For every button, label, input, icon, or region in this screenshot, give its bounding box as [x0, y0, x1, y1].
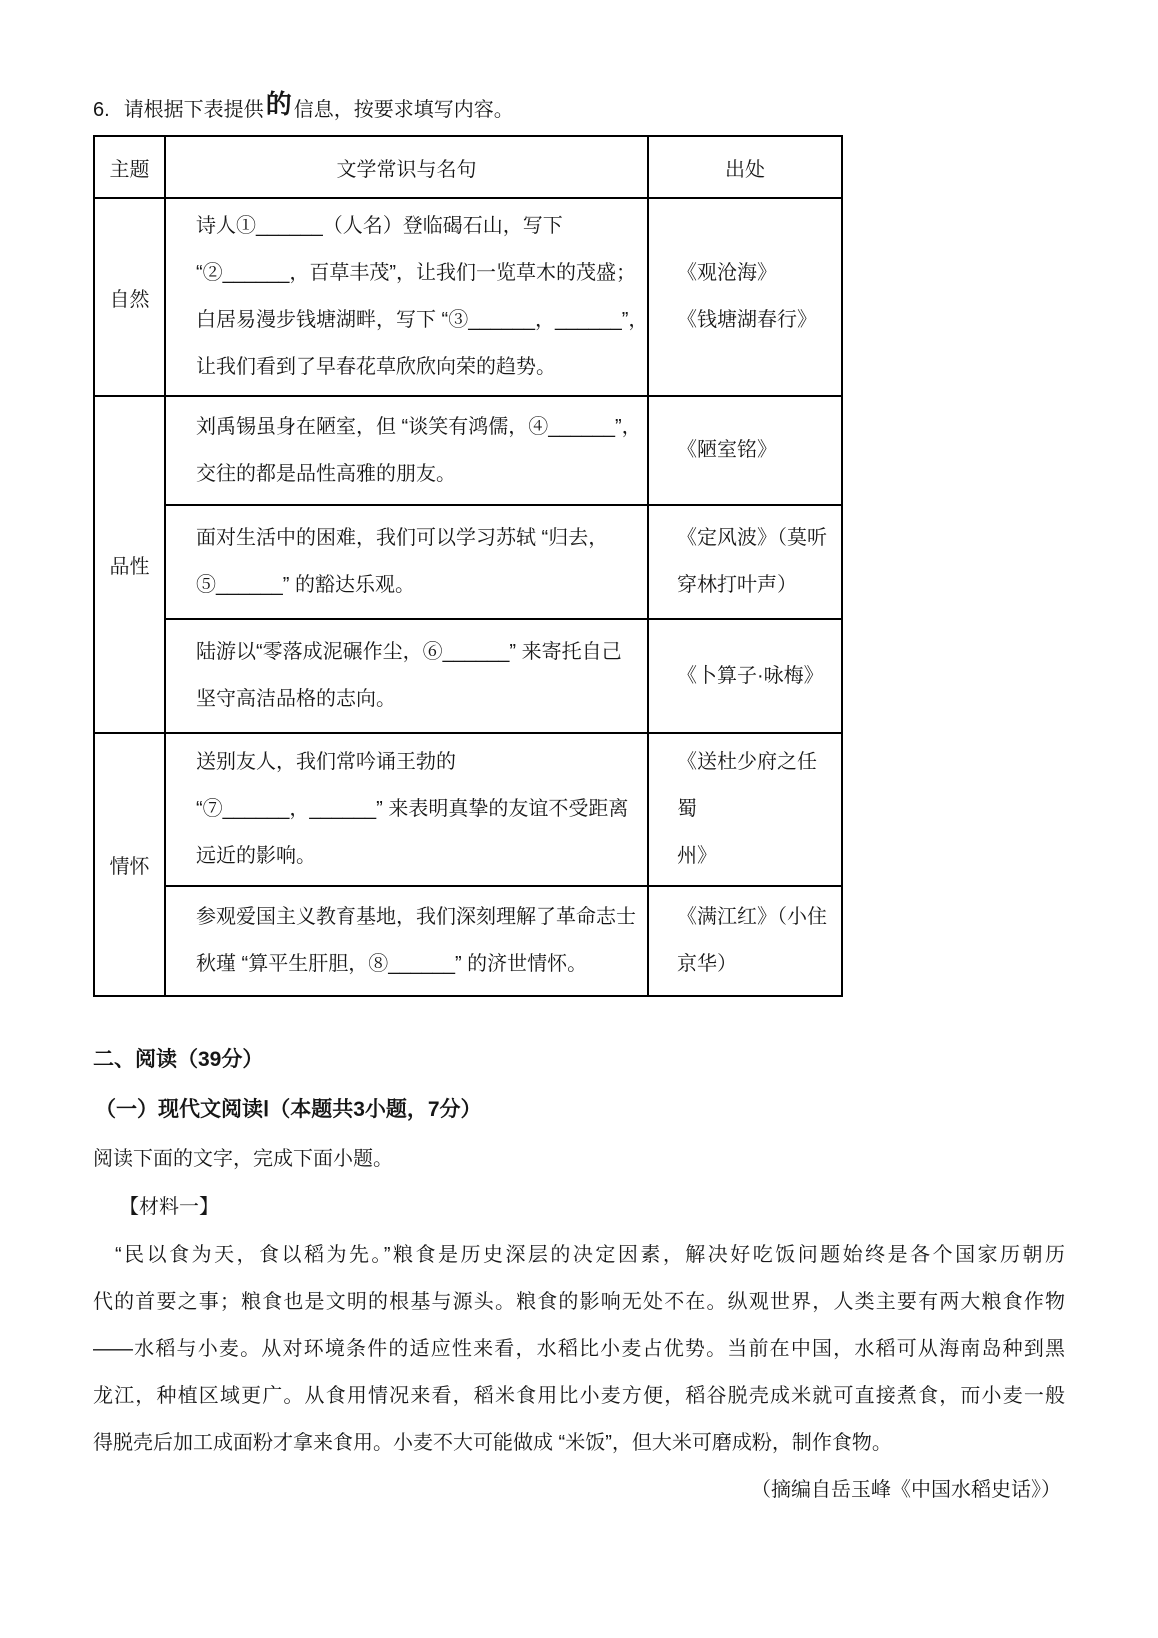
- section-reading-heading: 二、阅读（39分）: [93, 1048, 264, 1071]
- table-row: [94, 198, 842, 396]
- content-line: 面对生活中的困难，我们可以学习苏轼 “归去，: [196, 527, 609, 549]
- source-line: 《钱塘湖春行》: [677, 309, 817, 331]
- source-line: 《观沧海》: [677, 262, 777, 284]
- table-row: [94, 886, 842, 996]
- content-line: 坚守高洁品格的志向。: [196, 688, 396, 710]
- header-theme: 主题: [94, 136, 165, 198]
- content-cell: [165, 198, 648, 396]
- source-cell: [648, 619, 842, 733]
- literature-table: [93, 135, 843, 997]
- content-line: 让我们看到了早春花草欣欣向荣的趋势。: [196, 356, 556, 378]
- header-knowledge: 文学常识与名句: [165, 136, 648, 198]
- source-cell: [648, 733, 842, 886]
- source-line: 《定风波》（莫听: [677, 527, 827, 549]
- reading-passage: [93, 1232, 1065, 1514]
- passage-line: 得脱壳后加工成面粉才拿来食用。小麦不大可能做成 “米饭”，但大米可磨成粉，制作食物。: [93, 1432, 892, 1454]
- content-line: ⑤______” 的豁达乐观。: [196, 574, 415, 596]
- source-line: 《满江红》（小住: [677, 906, 827, 928]
- content-line: 秋瑾 “算平生肝胆，⑧______” 的济世情怀。: [196, 953, 588, 975]
- header-source: 出处: [648, 136, 842, 198]
- table-row: [94, 505, 842, 619]
- content-cell: [165, 886, 648, 996]
- theme-cell: 自然: [94, 198, 165, 396]
- source-cell: [648, 886, 842, 996]
- source-line: 《卜算子·咏梅》: [677, 664, 824, 687]
- content-cell: [165, 733, 648, 886]
- question-number: 6.: [93, 99, 110, 121]
- material-one-label: 【材料一】: [119, 1196, 219, 1218]
- table-row: [94, 733, 842, 886]
- source-line: 《陋室铭》: [677, 439, 777, 461]
- source-cell: [648, 198, 842, 396]
- theme-cell: 品性: [94, 396, 165, 733]
- table-row: [94, 619, 842, 733]
- content-line: 刘禹锡虽身在陋室，但 “谈笑有鸿儒，④______”，: [196, 415, 642, 438]
- question-line: [93, 89, 1073, 125]
- section-sub-heading: （一）现代文阅读Ⅰ（本题共3小题，7分）: [95, 1098, 482, 1121]
- content-line: 交往的都是品性高雅的朋友。: [196, 462, 456, 485]
- content-line: 远近的影响。: [196, 845, 316, 867]
- source-line: 州》: [677, 845, 717, 867]
- question-intro-emphasis: 的: [265, 89, 292, 119]
- source-cell: [648, 505, 842, 619]
- content-cell: [165, 396, 648, 505]
- content-line: “②______，百草丰茂”，让我们一览草木的茂盛；: [196, 262, 637, 284]
- question-intro-pre: 请根据下表提供: [123, 99, 264, 121]
- reading-instruction: 阅读下面的文字，完成下面小题。: [93, 1148, 393, 1170]
- content-line: 诗人①______（人名）登临碣石山，写下: [196, 215, 563, 237]
- passage-line: “民以食为天，食以稻为先。”粮食是历史深层的决定因素，解决好吃饭问题始终是各个国家历朝历: [115, 1244, 1065, 1266]
- passage-lines: [93, 1232, 1065, 1467]
- passage-line: 龙江，种植区域更广。从食用情况来看，稻米食用比小麦方便，稻谷脱壳成米就可直接煮食，而小麦一般: [93, 1385, 1065, 1407]
- literature-table-header: [94, 136, 842, 198]
- content-line: “⑦______，______” 来表明真挚的友谊不受距离: [196, 798, 629, 820]
- header-row: [94, 136, 842, 198]
- source-line: 京华）: [677, 953, 737, 975]
- passage-attribution: （摘编自岳玉峰《中国水稻史话》）: [751, 1479, 1061, 1501]
- passage-line: ——水稻与小麦。从对环境条件的适应性来看，水稻比小麦占优势。当前在中国，水稻可从海南岛种到黑: [93, 1338, 1065, 1360]
- content-cell: [165, 619, 648, 733]
- question-intro-post: 信息，按要求填写内容。: [293, 99, 514, 121]
- content-line: 参观爱国主义教育基地，我们深刻理解了革命志士: [196, 906, 636, 928]
- source-cell: [648, 396, 842, 505]
- table-row: [94, 396, 842, 505]
- content-cell: [165, 505, 648, 619]
- content-line: 送别友人，我们常吟诵王勃的: [196, 751, 456, 773]
- content-line: 陆游以“零落成泥碾作尘，⑥______” 来寄托自己: [196, 641, 622, 663]
- source-line: 穿林打叶声）: [677, 574, 797, 596]
- source-line: 《送杜少府之任蜀: [677, 751, 817, 820]
- passage-line: 代的首要之事；粮食也是文明的根基与源头。粮食的影响无处不在。纵观世界，人类主要有两大粮食作物: [93, 1291, 1065, 1313]
- theme-cell: 情怀: [94, 733, 165, 996]
- literature-table-body: [94, 198, 842, 996]
- content-line: 白居易漫步钱塘湖畔，写下 “③______，______”，: [196, 309, 649, 331]
